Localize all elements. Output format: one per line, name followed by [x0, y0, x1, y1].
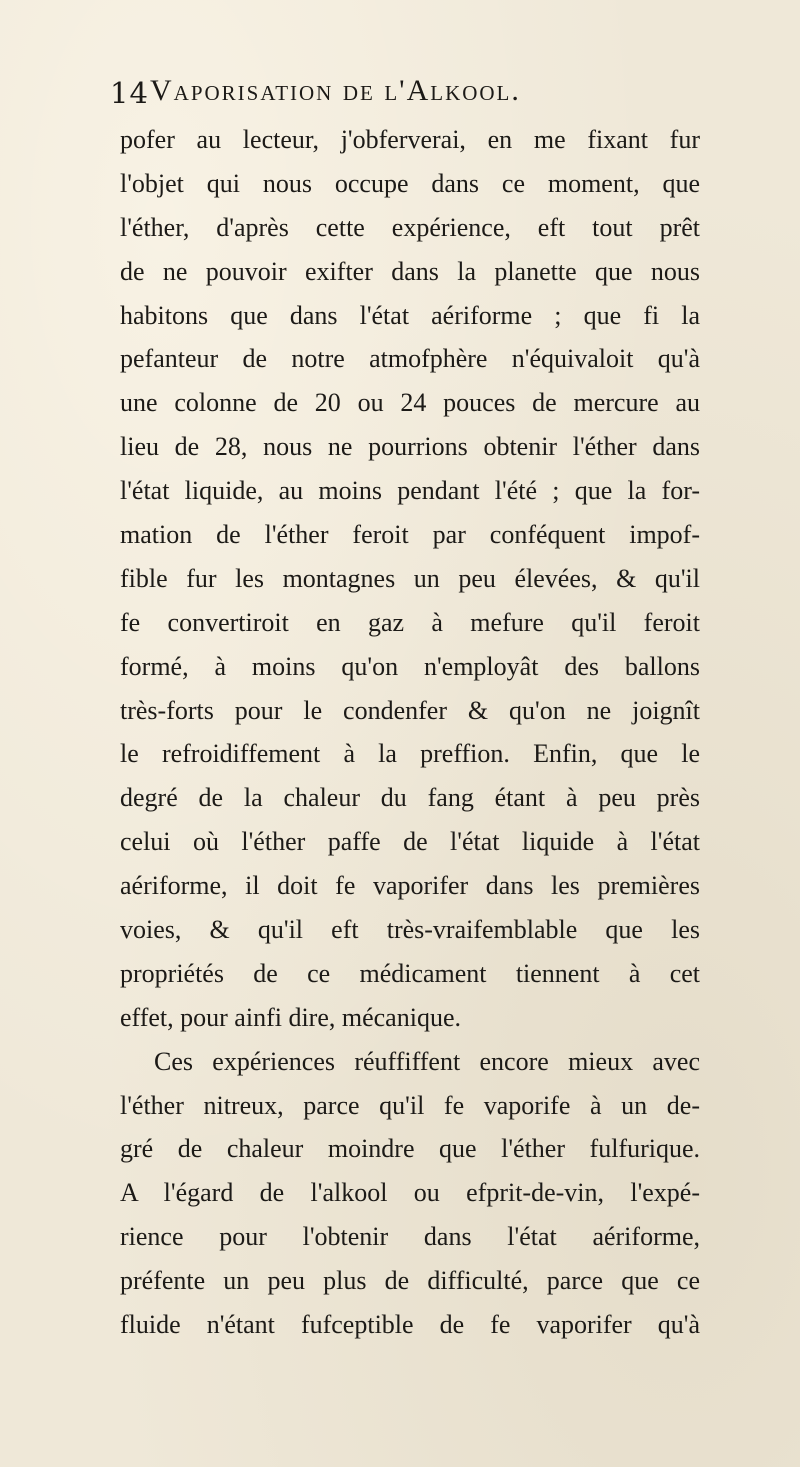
text-line: de ne pouvoir exifter dans la planette que nous	[120, 256, 700, 286]
text-line: préfente un peu plus de difficulté, parce que ce	[120, 1266, 700, 1296]
text-line: celui où l'éther paffe de l'état liquide à l'état	[120, 827, 700, 857]
text-line: l'éther, d'après cette expérience, eft tout prêt	[120, 212, 700, 242]
running-title: Vaporisation de l'Alkool.	[150, 74, 521, 107]
text-line: l'objet qui nous occupe dans ce moment, que	[120, 168, 700, 198]
text-line: propriétés de ce médicament tiennent à cet	[120, 958, 700, 988]
running-head	[110, 74, 710, 118]
text-line: gré de chaleur moindre que l'éther fulfurique.	[120, 1134, 700, 1164]
text-line: habitons que dans l'état aériforme ; que fi la	[120, 300, 700, 330]
text-line: une colonne de 20 ou 24 pouces de mercure au	[120, 388, 700, 418]
text-line: fluide n'étant fufceptible de fe vaporifer qu'à	[120, 1310, 700, 1340]
text-line: fe convertiroit en gaz à mefure qu'il feroit	[120, 607, 700, 637]
text-line: fible fur les montagnes un peu élevées, & qu'il	[120, 563, 700, 593]
text-line: aériforme, il doit fe vaporifer dans les premières	[120, 871, 700, 901]
text-line: rience pour l'obtenir dans l'état aériforme,	[120, 1222, 700, 1252]
text-line: le refroidiffement à la preffion. Enfin, que le	[120, 739, 700, 769]
text-line: A l'égard de l'alkool ou efprit-de-vin, l'expé-	[120, 1178, 700, 1208]
text-line: pofer au lecteur, j'obferverai, en me fixant fur	[120, 125, 700, 154]
text-line: voies, & qu'il eft très-vraifemblable que les	[120, 915, 700, 945]
text-line: l'éther nitreux, parce qu'il fe vaporife à un de-	[120, 1090, 700, 1120]
body-text	[120, 118, 700, 1347]
text-line: effet, pour ainfi dire, mécanique.	[120, 1002, 461, 1032]
text-line: degré de la chaleur du fang étant à peu près	[120, 783, 700, 813]
text-line: mation de l'éther feroit par conféquent impof-	[120, 520, 700, 550]
text-line: Ces expériences réuffiffent encore mieux avec	[154, 1046, 700, 1076]
text-line: lieu de 28, nous ne pourrions obtenir l'éther dans	[120, 432, 700, 462]
text-line: formé, à moins qu'on n'employât des ballons	[120, 651, 700, 681]
page-number: 14	[110, 76, 149, 110]
text-line: l'état liquide, au moins pendant l'été ; que la for-	[120, 476, 700, 506]
text-line: pefanteur de notre atmofphère n'équivaloit qu'à	[120, 344, 700, 374]
text-line: très-forts pour le condenfer & qu'on ne joignît	[120, 695, 700, 725]
